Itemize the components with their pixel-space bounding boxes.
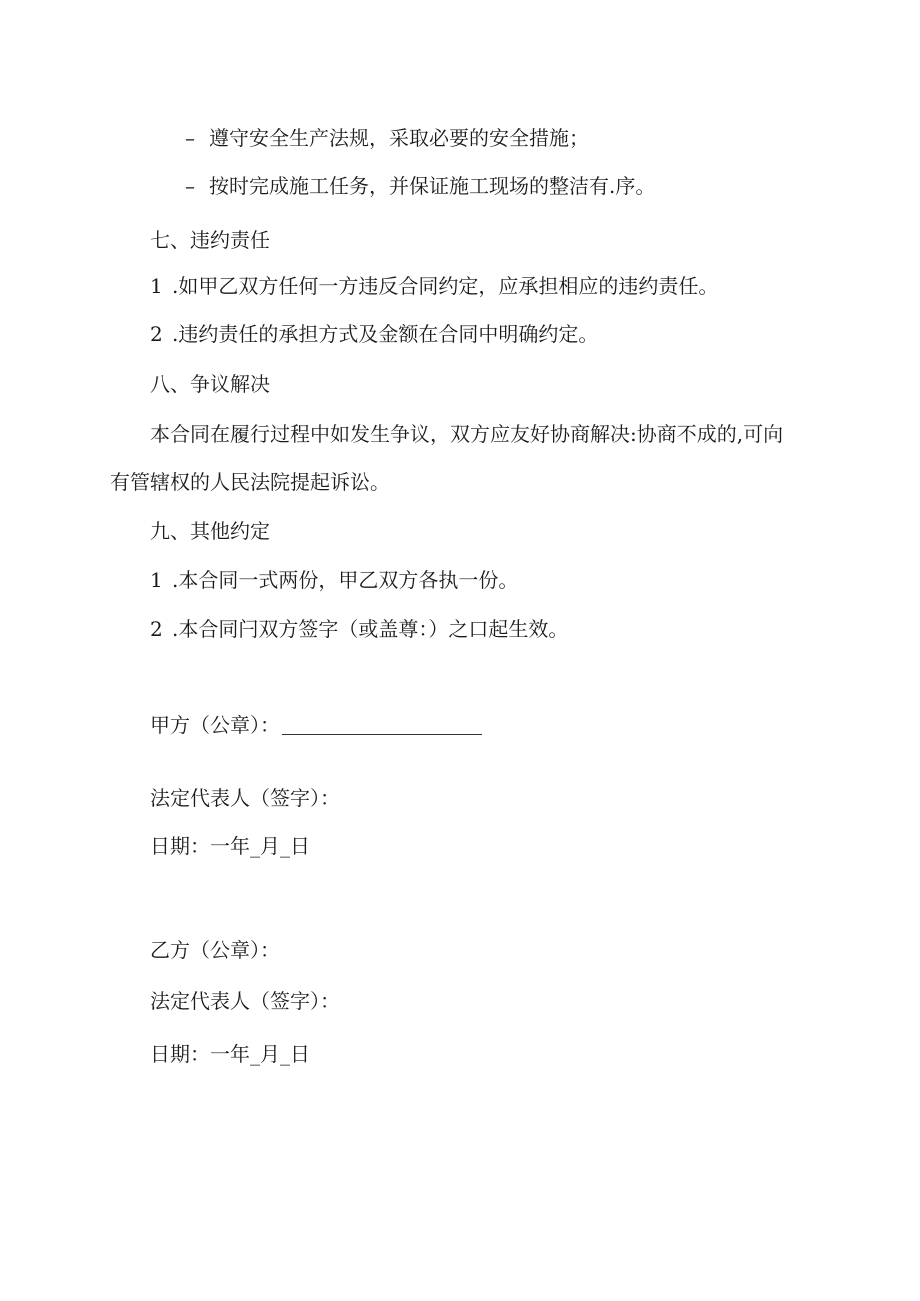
party-a-date: 日期：一年_月_日 [150,834,310,858]
item-number: 2 [150,617,163,641]
bullet-dash: – [185,174,195,198]
other-item [150,619,568,639]
party-a-signature-line [282,714,482,735]
obligation-text: 遵守安全生产法规，采取必要的安全措施； [209,126,589,150]
obligation-text: 按时完成施工任务，并保证施工现场的整洁有.序。 [209,174,656,198]
party-a-rep: 法定代表人（签字）： [150,786,340,810]
breach-item [150,276,718,296]
obligation-item [185,128,589,148]
other-item [150,570,518,590]
party-b-rep: 法定代表人（签字）： [150,989,340,1013]
party-b-seal: 乙方（公章）： [150,938,280,962]
item-number: 1 [150,274,163,298]
item-text: .如甲乙双方任何一方违反合同约定，应承担相应的违约责任。 [172,274,719,298]
dispute-paragraph-line2: 有管辖权的人民法院提起诉讼。 [110,470,390,494]
item-text: .本合同一式两份，甲乙双方各执一份。 [172,568,519,592]
section-heading-breach: 七、违约责任 [150,228,270,252]
party-a-seal-label: 甲方（公章）： [150,713,280,737]
bullet-dash: – [185,126,195,150]
dispute-paragraph-line1: 本合同在履行过程中如发生争议，双方应友好协商解决:协商不成的,可向 [150,422,784,446]
party-a-seal [150,714,482,735]
item-text: .违约责任的承担方式及金额在合同中明确约定。 [172,322,599,346]
item-number: 2 [150,322,163,346]
obligation-item [185,176,655,196]
section-heading-other: 九、其他约定 [150,519,270,543]
item-text: .本合同闩双方签字（或盖尊：）之口起生效。 [172,617,569,641]
breach-item [150,324,598,344]
party-b-date: 日期：一年_月_日 [150,1042,310,1066]
item-number: 1 [150,568,163,592]
section-heading-dispute: 八、争议解决 [150,372,270,396]
